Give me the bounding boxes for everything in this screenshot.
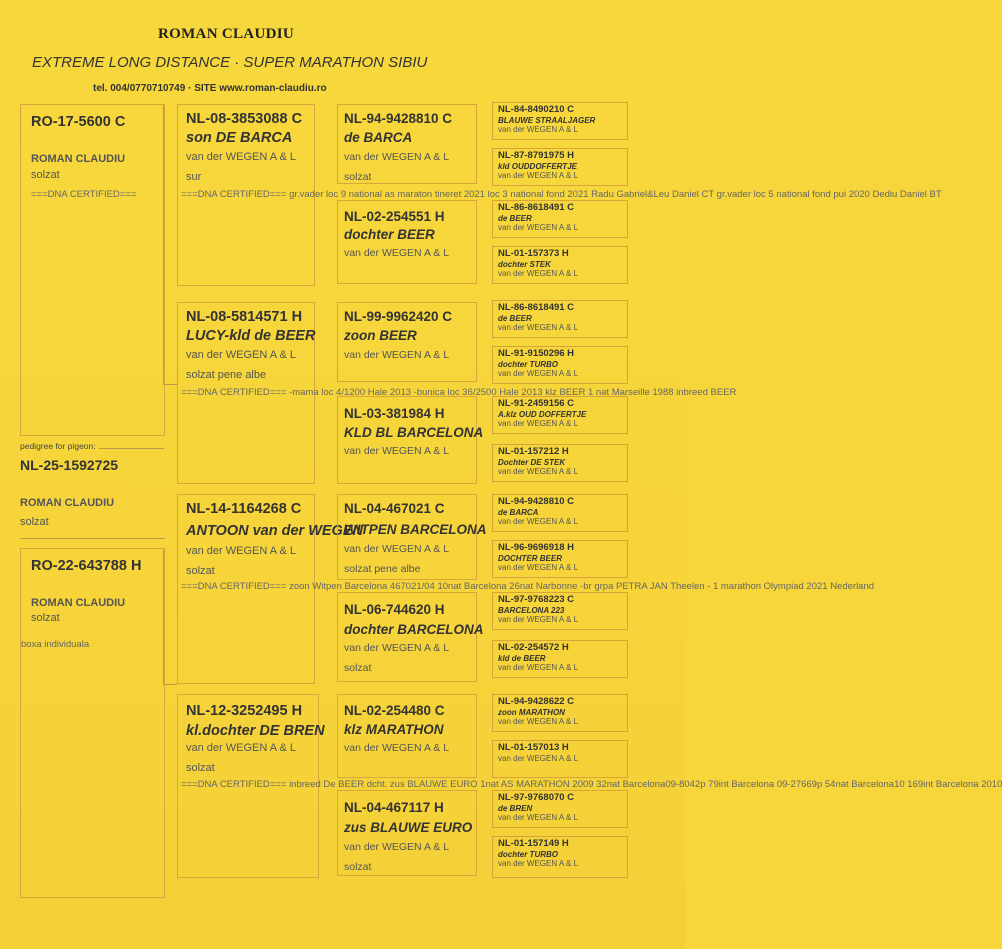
gen4-breeder: van der WEGEN A & L — [498, 716, 579, 726]
breeder-title: ROMAN CLAUDIU — [158, 26, 294, 42]
gen3-ring: NL-99-9962420 C — [344, 309, 453, 324]
gen3-breeder: van der WEGEN A & L — [344, 247, 450, 259]
gen2-breeder: van der WEGEN A & L — [186, 349, 297, 361]
dam-ring: RO-22-643788 H — [31, 558, 142, 574]
gen4-card — [492, 200, 628, 238]
gen4-card — [492, 494, 628, 532]
gen2-name: LUCY-kld de BEER — [186, 328, 316, 344]
gen3-ring: NL-02-254480 C — [344, 703, 445, 718]
connector-line — [96, 448, 164, 449]
gen4-ring: NL-01-157149 H — [498, 838, 569, 849]
connector-line — [163, 384, 177, 385]
gen4-name: dochter TURBO — [498, 849, 558, 859]
gen3-breeder: van der WEGEN A & L — [344, 151, 450, 163]
gen3-color: solzat — [344, 861, 372, 873]
pedigree-color: solzat — [20, 516, 49, 528]
gen3-card — [337, 494, 487, 580]
gen3-card — [337, 200, 477, 284]
gen4-ring: NL-97-9768070 C — [498, 792, 575, 803]
gen3-name: klz MARATHON — [344, 722, 444, 737]
gen4-card — [492, 640, 628, 678]
gen3-color: solzat pene albe — [344, 563, 421, 575]
gen4-ring: NL-97-9768223 C — [498, 594, 575, 605]
gen4-card — [492, 102, 628, 140]
gen4-ring: NL-91-9150296 H — [498, 348, 575, 359]
gen4-ring: NL-87-8791975 H — [498, 150, 575, 161]
contact-line: tel. 004/0770710749 · SITE www.roman-claudiu.ro — [93, 83, 327, 94]
gen3-breeder: van der WEGEN A & L — [344, 445, 450, 457]
gen4-ring: NL-01-157373 H — [498, 248, 569, 259]
gen4-ring: NL-86-8618491 C — [498, 302, 575, 313]
gen3-ring: NL-03-381984 H — [344, 406, 445, 421]
gen4-ring: NL-91-2459156 C — [498, 398, 575, 409]
gen4-ring: NL-86-8618491 C — [498, 202, 575, 213]
gen3-breeder: van der WEGEN A & L — [344, 841, 450, 853]
gen4-card — [492, 444, 628, 482]
gen3-card — [337, 104, 477, 184]
gen4-breeder: van der WEGEN A & L — [498, 466, 579, 476]
gen4-card — [492, 592, 628, 630]
gen4-breeder: van der WEGEN A & L — [498, 418, 579, 428]
gen4-name: DOCHTER BEER — [498, 553, 563, 563]
gen3-card — [337, 396, 484, 484]
gen3-name: dochter BARCELONA — [344, 622, 484, 637]
gen4-ring: NL-01-157013 H — [498, 742, 569, 753]
gen2-notes: ===DNA CERTIFIED=== zoon Witpen Barcelona 467021/04 10nat Barcelona 26nat Narbonne -br grpa PETRA JAN Theelen - 1 marathon Olympiad 2021 Nederland — [181, 581, 875, 592]
gen4-breeder: van der WEGEN A & L — [498, 368, 579, 378]
gen4-breeder: van der WEGEN A & L — [498, 124, 579, 134]
gen3-ring: NL-02-254551 H — [344, 209, 445, 224]
connector-line — [20, 538, 165, 539]
gen4-card — [492, 790, 628, 828]
gen4-breeder: van der WEGEN A & L — [498, 268, 579, 278]
gen4-card — [492, 740, 628, 778]
gen3-breeder: van der WEGEN A & L — [344, 742, 450, 754]
gen4-breeder: van der WEGEN A & L — [498, 562, 579, 572]
subtitle: EXTREME LONG DISTANCE · SUPER MARATHON SIBIU — [32, 54, 428, 71]
gen3-name: de BARCA — [344, 130, 413, 145]
gen4-name: de BEER — [498, 313, 532, 323]
gen3-color: solzat — [344, 171, 372, 183]
gen2-color: sur — [186, 171, 202, 183]
gen3-card — [337, 790, 477, 876]
gen4-name: kld OUDDOFFERTJE — [498, 161, 577, 171]
gen3-card — [337, 694, 477, 778]
gen3-ring: NL-94-9428810 C — [344, 111, 453, 126]
gen2-breeder: van der WEGEN A & L — [186, 151, 297, 163]
gen2-ring: NL-08-5814571 H — [186, 309, 303, 325]
gen4-breeder: van der WEGEN A & L — [498, 858, 579, 868]
gen2-ring: NL-12-3252495 H — [186, 703, 303, 719]
gen4-card — [492, 300, 628, 338]
gen3-breeder: van der WEGEN A & L — [344, 642, 450, 654]
pedigree-owner: ROMAN CLAUDIU — [20, 497, 115, 509]
gen2-breeder: van der WEGEN A & L — [186, 742, 297, 754]
gen4-name: Dochter DE STEK — [498, 457, 566, 467]
dam-note: boxa individuala — [21, 639, 90, 650]
sire-ring: RO-17-5600 C — [31, 114, 126, 130]
sire-card — [20, 104, 165, 436]
gen4-name: dochter TURBO — [498, 359, 558, 369]
dam-color: solzat — [31, 612, 60, 624]
gen4-breeder: van der WEGEN A & L — [498, 516, 579, 526]
gen2-color: solzat — [186, 762, 215, 774]
gen2-name: son DE BARCA — [186, 130, 293, 146]
gen4-card — [492, 694, 628, 732]
sire-color: solzat — [31, 169, 60, 181]
gen2-ring: NL-14-1164268 C — [186, 501, 302, 517]
gen3-breeder: van der WEGEN A & L — [344, 543, 450, 555]
gen4-name: BARCELONA 223 — [498, 605, 565, 615]
dam-card — [20, 548, 165, 898]
pedigree-ring: NL-25-1592725 — [20, 457, 119, 473]
gen2-name: kl.dochter DE BREN — [186, 723, 325, 739]
gen2-notes: ===DNA CERTIFIED=== -mama loc 4/1200 Hale 2013 -bunica loc 36/2500 Hale 2013 klz BEER 1 nat Marseille 1988 inbreed BEER — [181, 387, 737, 398]
gen4-card — [492, 540, 628, 578]
gen3-breeder: van der WEGEN A & L — [344, 349, 450, 361]
gen4-breeder: van der WEGEN A & L — [498, 170, 579, 180]
gen4-name: kld de BEER — [498, 653, 546, 663]
gen4-breeder: van der WEGEN A & L — [498, 222, 579, 232]
gen4-name: de BARCA — [498, 507, 539, 517]
gen4-ring: NL-96-9696918 H — [498, 542, 575, 553]
gen4-ring: NL-01-157212 H — [498, 446, 569, 457]
gen4-breeder: van der WEGEN A & L — [498, 753, 579, 763]
gen4-name: zoon MARATHON — [498, 707, 565, 717]
gen4-name: A.klz OUD DOFFERTJE — [498, 409, 587, 419]
gen4-card — [492, 148, 628, 186]
gen2-color: solzat pene albe — [186, 369, 267, 381]
gen2-notes: ===DNA CERTIFIED=== inbreed De BEER dcht. zus BLAUWE EURO 1nat AS MARATHON 2009 32nat Barcelona09-8042p 79int Barcelona 09-27669p 54nat Barcelona10 169int Barcelona 2010 — [181, 779, 1002, 790]
gen4-name: de BREN — [498, 803, 533, 813]
pedigree-for-label: pedigree for pigeon: — [20, 441, 99, 451]
gen4-breeder: van der WEGEN A & L — [498, 322, 579, 332]
gen3-name: zoon BEER — [344, 328, 417, 343]
gen4-card — [492, 246, 628, 284]
gen3-name: KLD BL BARCELONA — [344, 425, 484, 440]
dam-owner: ROMAN CLAUDIU — [31, 597, 126, 609]
gen3-name: zus BLAUWE EURO — [344, 820, 473, 835]
gen3-card — [337, 592, 484, 682]
gen4-breeder: van der WEGEN A & L — [498, 614, 579, 624]
gen4-name: dochter STEK — [498, 259, 551, 269]
gen2-notes: ===DNA CERTIFIED=== gr.vader loc 9 national as maraton tineret 2021 loc 3 national fond 2021 Radu Gabriel&Leu Daniel CT gr.vader loc 5 national fond pui 2020 Dediu Daniel BT — [181, 189, 942, 200]
gen3-name: dochter BEER — [344, 227, 435, 242]
gen3-card — [337, 302, 477, 382]
gen3-color: solzat — [344, 662, 372, 674]
gen4-ring: NL-84-8490210 C — [498, 104, 575, 115]
gen4-ring: NL-94-9428622 C — [498, 696, 575, 707]
gen4-name: BLAUWE STRAALJAGER — [498, 115, 596, 125]
gen4-breeder: van der WEGEN A & L — [498, 812, 579, 822]
gen2-color: solzat — [186, 565, 215, 577]
connector-line — [163, 684, 177, 685]
gen2-name: ANTOON van der WEGEN — [186, 523, 363, 539]
gen4-breeder: van der WEGEN A & L — [498, 662, 579, 672]
gen3-ring: NL-04-467117 H — [344, 800, 444, 815]
gen4-name: de BEER — [498, 213, 532, 223]
gen3-ring: NL-04-467021 C — [344, 501, 445, 516]
gen4-ring: NL-02-254572 H — [498, 642, 569, 653]
gen3-name: WITPEN BARCELONA — [344, 522, 487, 537]
gen3-ring: NL-06-744620 H — [344, 602, 445, 617]
gen4-card — [492, 346, 628, 384]
gen4-ring: NL-94-9428810 C — [498, 496, 575, 507]
sire-note: ===DNA CERTIFIED=== — [31, 189, 137, 200]
sire-owner: ROMAN CLAUDIU — [31, 153, 126, 165]
gen2-ring: NL-08-3853088 C — [186, 111, 303, 127]
gen4-card — [492, 396, 628, 434]
gen4-card — [492, 836, 628, 878]
gen2-breeder: van der WEGEN A & L — [186, 545, 297, 557]
